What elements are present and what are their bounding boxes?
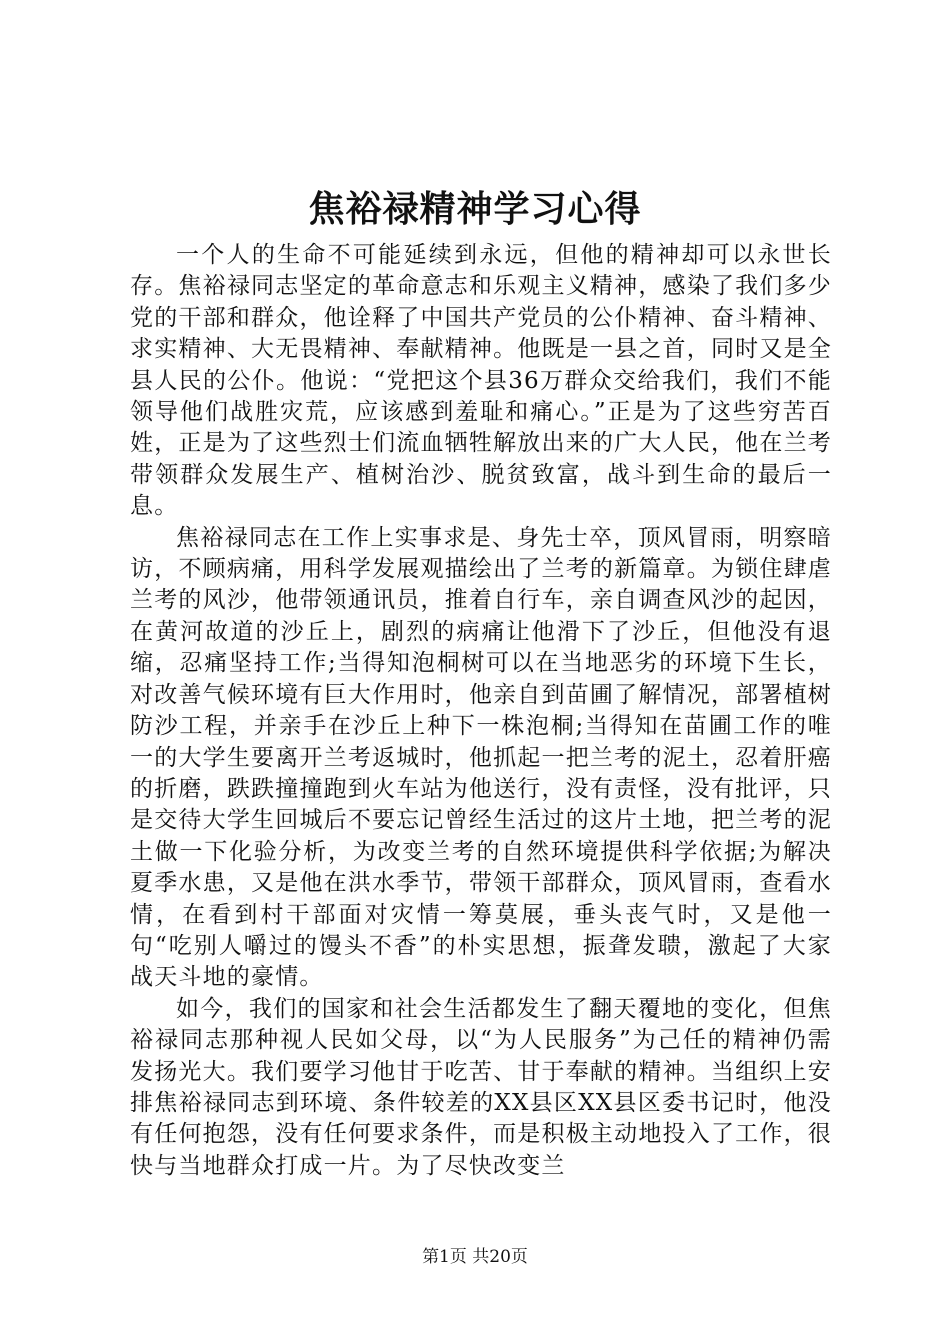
page-footer: 第1页 共20页 [422, 1247, 528, 1267]
paragraph: 如今，我们的国家和社会生活都发生了翻天覆地的变化，但焦裕禄同志那种视人民如父母，以“为人民服务”为己任的精神仍需发扬光大。我们要学习他甘于吃苦、甘于奉献的精神。当组织上安排焦裕禄同志到环境、条件较差的XX县区XX县区委书记时，他没有任何抱怨，没有任何要求条件，而是积极主动地投入了工作，很快与当地群众打成一片。为了尽快改变兰 [130, 995, 832, 1179]
paragraph: 焦裕禄同志在工作上实事求是、身先士卒，顶风冒雨，明察暗访，不顾病痛，用科学发展观描绘出了兰考的新篇章。为锁住肆虐兰考的风沙，他带领通讯员，推着自行车，亲自调查风沙的起因，在黄河故道的沙丘上，剧烈的病痛让他滑下了沙丘，但他没有退缩，忍痛坚持工作;当得知泡桐树可以在当地恶劣的环境下生长，对改善气候环境有巨大作用时，他亲自到苗圃了解情况，部署植树防沙工程，并亲手在沙丘上种下一株泡桐;当得知在苗圃工作的唯一的大学生要离开兰考返城时，他抓起一把兰考的泥土，忍着肝癌的折磨，跌跌撞撞跑到火车站为他送行，没有责怪，没有批评，只是交待大学生回城后不要忘记曾经生活过的这片土地，把兰考的泥土做一下化验分析，为改变兰考的自然环境提供科学依据;为解决夏季水患，又是他在洪水季节，带领干部群众，顶风冒雨，查看水情，在看到村干部面对灾情一筹莫展，垂头丧气时，又是他一句“吃别人嚼过的馒头不香”的朴实思想，振聋发聩，激起了大家战天斗地的豪情。 [130, 524, 832, 991]
document-title: 焦裕禄精神学习心得 [308, 188, 642, 230]
document-body [130, 240, 832, 1182]
paragraph: 一个人的生命不可能延续到永远，但他的精神却可以永世长存。焦裕禄同志坚定的革命意志和乐观主义精神，感染了我们多少党的干部和群众，他诠释了中国共产党员的公仆精神、奋斗精神、求实精神、大无畏精神、奉献精神。他既是一县之首，同时又是全县人民的公仆。他说：“党把这个县36万群众交给我们，我们不能领导他们战胜灾荒，应该感到羞耻和痛心。”正是为了这些穷苦百姓，正是为了这些烈士们流血牺牲解放出来的广大人民，他在兰考带领群众发展生产、植树治沙、脱贫致富，战斗到生命的最后一息。 [130, 242, 832, 520]
